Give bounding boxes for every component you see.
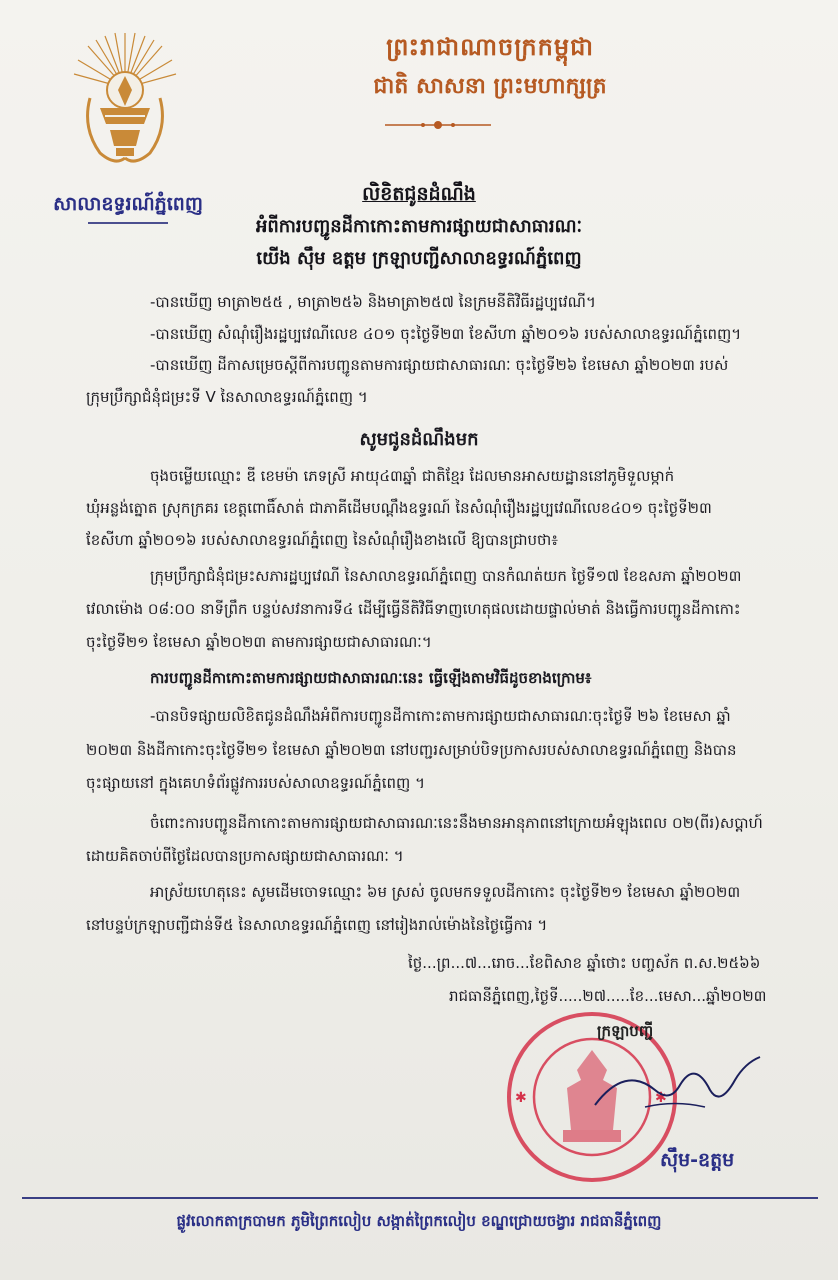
svg-text:✱: ✱ [515, 1090, 527, 1106]
document-type-title: លិខិតជូនដំណឹង [362, 183, 476, 205]
body-line: ចំពោះការបញ្ជូនដីកាកោះតាមការផ្សាយជាសាធារណៈនេះនឹងមានអានុភាពនៅក្រោយអំឡុងពេល ០២(ពីរ)សប្ដាហ៍ [150, 814, 763, 832]
issuer-title: យើង ស៊ឹម ឧត្តម ក្រឡាបញ្ជីសាលាឧទ្ធរណ៍ភ្នំពេញ [256, 248, 582, 269]
body-line: ក្រុមប្រឹក្សាជំនុំជម្រះសភារដ្ឋប្បវេណី នៃសាលាឧទ្ធរណ៍ភ្នំពេញ បានកំណត់យក ថ្ងៃទី១៧ ខែឧសភា ឆ្នាំ២០២៣ [150, 567, 742, 585]
preamble-line: -បានឃើញ ដីកាសម្រេចស្ដីពីការបញ្ជូនតាមការផ្សាយជាសាធារណៈ ចុះថ្ងៃទី២៦ ខែមេសា ឆ្នាំ២០២៣ របស់ [150, 356, 729, 374]
national-motto: ជាតិ សាសនា ព្រះមហាក្សត្រ [373, 74, 607, 99]
signer-title: ក្រឡាបញ្ជី [597, 1022, 654, 1040]
handwritten-signature-icon [585, 1045, 775, 1125]
body-line: វេលាម៉ោង ០៨:០០ នាទីព្រឹក បន្ទប់សវនាការទី៤ ដើម្បីធ្វើនីតិវិធីទាញហេតុផលដោយផ្ទាល់មាត់ និងធ្វើការបញ្ជូនដីកាកោះ [86, 600, 741, 618]
lunar-date: ថ្ងៃ...ព្រ...៧...រោច...ខែពិសាខ ឆ្នាំថោះ បញ្ចស័ក ព.ស.២៥៦៦ [408, 954, 761, 972]
preamble-line: -បានឃើញ មាត្រា២៥៥ , មាត្រា២៥៦ និងមាត្រា២៥៧ នៃក្រមនីតិវិធីរដ្ឋប្បវេណី។ [150, 293, 596, 311]
body-line: អាស្រ័យហេតុនេះ សូមដើមចោទឈ្មោះ ៦ម ស្រស់ ចូលមកទទួលដីកាកោះ ចុះថ្ងៃទី២១ ខែមេសា ឆ្នាំ២០២៣ [150, 883, 741, 901]
body-line: ចុះផ្សាយនៅ ក្នុងគេហទំព័រផ្លូវការរបស់សាលាឧទ្ធរណ៍ភ្នំពេញ ។ [86, 774, 425, 792]
court-emblem-icon [70, 28, 180, 178]
subject-title: អំពីការបញ្ជូនដីកាកោះតាមការផ្សាយជាសាធារណៈ [255, 216, 583, 237]
footer-divider [22, 1197, 818, 1199]
body-line: ដោយគិតចាប់ពីថ្ងៃដែលបានប្រកាសផ្សាយជាសាធារណៈ ។ [86, 847, 404, 865]
footer-address: ផ្លូវលោកតាក្របាមក ភូមិព្រៃកលៀប សង្កាត់ព្រៃកលៀប ខណ្ឌជ្រោយចង្វារ រាជធានីភ្នំពេញ [176, 1212, 662, 1230]
body-line: ឃុំអន្លង់ត្នោត ស្រុកក្រគរ ខេត្តពោធិ៍សាត់ ជាភាគីដើមបណ្ដឹងឧទ្ធរណ៍ នៃសំណុំរឿងរដ្ឋប្បវេណីលេខ៤០១ ចុះថ្ងៃទី២៣ [86, 499, 712, 517]
body-line: ២០២៣ និងដីកាកោះចុះថ្ងៃទី២១ ខែមេសា ឆ្នាំ២០២៣ នៅបញ្ជរសម្រាប់បិទប្រកាសរបស់សាលាឧទ្ធរណ៍ភ្នំពេញ និងបាន [86, 741, 737, 759]
court-name: សាលាឧទ្ធរណ៍ភ្នំពេញ [53, 193, 203, 215]
preamble-line: ក្រុមប្រឹក្សាជំនុំជម្រះទី V នៃសាលាឧទ្ធរណ៍ភ្នំពេញ ។ [86, 388, 368, 406]
body-line: ចុងចម្លើយឈ្មោះ ឌី ខេមម៉ា ភេទស្រី អាយុ៤៣ឆ្នាំ ជាតិខ្មែរ ដែលមានអាសយដ្ឋាននៅភូមិទួលម្កាក់ [150, 467, 675, 485]
notice-heading: សូមជូនដំណឹងមក [359, 429, 479, 450]
body-line: ការបញ្ជូនដីកាកោះតាមការផ្សាយជាសាធារណៈនេះ ធ្វើឡើងតាមវិធីដូចខាងក្រោម៖ [150, 669, 592, 687]
signer-name: ស៊ឹម-ឧត្តម [660, 1149, 735, 1171]
preamble-line: -បានឃើញ សំណុំរឿងរដ្ឋប្បវេណីលេខ ៤០១ ចុះថ្ងៃទី២៣ ខែសីហា ឆ្នាំ២០១៦ របស់សាលាឧទ្ធរណ៍ភ្នំពេញ។ [150, 325, 742, 343]
body-line: -បានបិទផ្សាយលិខិតជូនដំណឹងអំពីការបញ្ជូនដីកាកោះតាមការផ្សាយជាសាធារណៈចុះថ្ងៃទី ២៦ ខែមេសា ឆ្នាំ [150, 707, 731, 725]
svg-text:✱: ✱ [655, 1090, 667, 1106]
solar-date: រាជធានីភ្នំពេញ,ថ្ងៃទី.....២៧.....ខែ...មេសា...ឆ្នាំ២០២៣ [449, 987, 767, 1005]
body-line: ខែសីហា ឆ្នាំ២០១៦ របស់សាលាឧទ្ធរណ៍ភ្នំពេញ នៃសំណុំរឿងខាងលើ ឱ្យបានជ្រាបថា៖ [86, 531, 558, 549]
body-line: នៅបន្ទប់ក្រឡាបញ្ជីជាន់ទី៥ នៃសាលាឧទ្ធរណ៍ភ្នំពេញ នៅរៀងរាល់ម៉ោងនៃថ្ងៃធ្វើការ ។ [86, 916, 548, 934]
ornament-divider-icon [383, 118, 493, 132]
body-line: ចុះថ្ងៃទី២១ ខែមេសា ឆ្នាំ២០២៣ តាមការផ្សាយជាសាធារណៈ។ [86, 633, 432, 651]
kingdom-heading: ព្រះរាជាណាចក្រកម្ពុជា [386, 33, 594, 61]
